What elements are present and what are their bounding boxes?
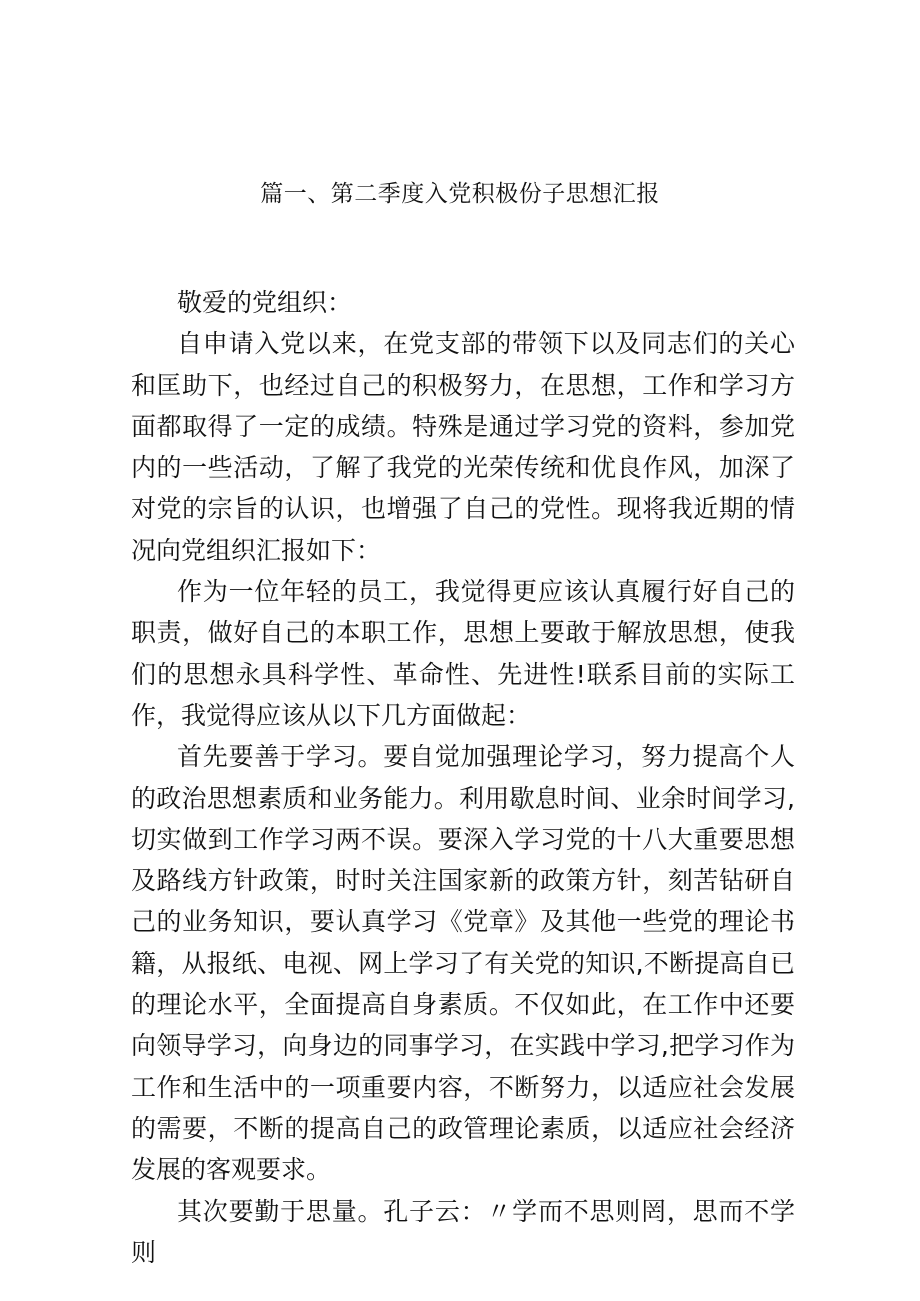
document-title: 篇一、第二季度入党积极份子思想汇报 [260, 181, 660, 207]
paragraph-duty: 作为一位年轻的员工，我觉得更应该认真履行好自己的职责，做好自己的本职工作，思想上要敢于解放思想，使我们的思想永具科学性、革命性、先进性!联系目前的实际工作，我觉得应该从以下几方面做起： [131, 577, 795, 730]
paragraph-intro: 自申请入党以来，在党支部的带领下以及同志们的关心和匡助下，也经过自己的积极努力，在思想，工作和学习方面都取得了一定的成绩。特殊是通过学习党的资料，参加党内的一些活动，了解了我党的光荣传统和优良作风，加深了对党的宗旨的认识，也增强了自己的党性。现将我近期的情况向党组织汇报如下： [131, 329, 795, 565]
document-body [131, 282, 795, 1273]
salutation: 敬爱的党组织： [177, 288, 353, 317]
paragraph-study: 首先要善于学习。要自觉加强理论学习，努力提高个人的政治思想素质和业务能力。利用歇息时间、业余时间学习,切实做到工作学习两不误。要深入学习党的十八大重要思想及路线方针政策，时时关注国家新的政策方针，刻苦钻研自己的业务知识，要认真学习《党章》及其他一些党的理论书籍，从报纸、电视、网上学习了有关党的知识,不断提高自已的理论水平，全面提高自身素质。不仅如此，在工作中还要向领导学习，向身边的同事学习，在实践中学习,把学习作为工作和生活中的一项重要内容，不断努力，以适应社会发展的需要，不断的提高自己的政管理论素质，以适应社会经济发展的客观要求。 [131, 742, 795, 1185]
paragraph-thinking: 其次要勤于思量。孔子云：〃学而不思则罔，思而不学则 [131, 1196, 795, 1267]
